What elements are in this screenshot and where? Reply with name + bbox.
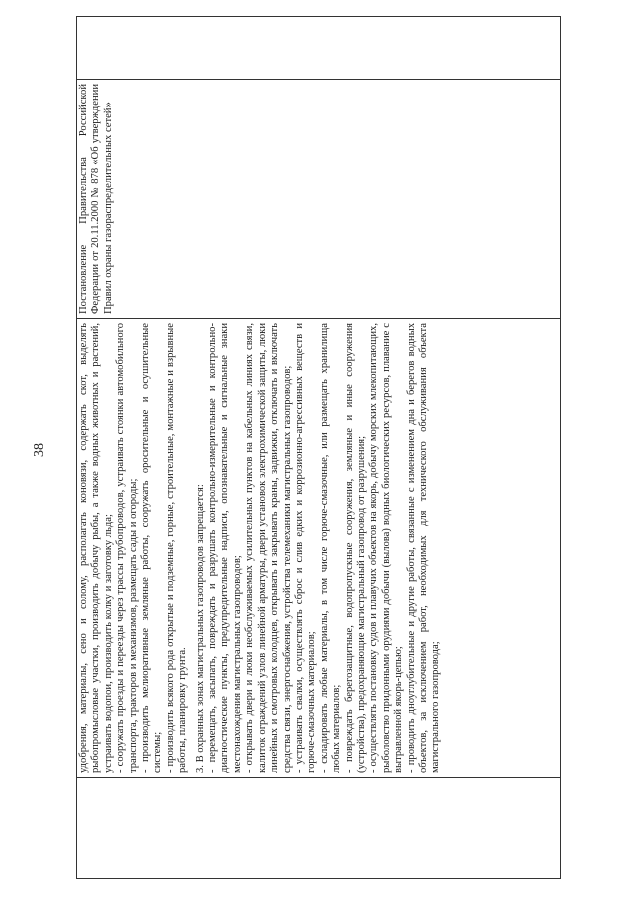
paragraph: - устраивать свалки, осуществлять сброс и слив едких и коррозионно-агрессивных веществ и горюче-смазочных материалов; [293,323,318,773]
empty-cell-left [77,778,561,879]
paragraph: - осуществлять постановку судов и плавучих объектов на якорь, добычу морских млекопитающих, рыболовство придонными орудиями добычи (вылова) водных биологических ресурсов, плавание с вытравленной якорь-цепью; [368,323,405,773]
rotated-page-content [76,53,561,879]
paragraph: - повреждать берегозащитные, водопропускные сооружения, земляные и иные сооружения (устройства), предохраняющие магистральный газопровод от разрушения; [343,323,367,773]
paragraph: - проводить дноуглубительные и другие работы, связанные с изменением дна и берегов водных объектов, за исключением работ, необходимых для технического обслуживания объекта магистрального газопровода; [405,323,442,773]
page-number: 38 [32,443,47,457]
restrictions-table [76,16,561,879]
paragraph: - открывать двери и люки необслуживаемых усилительных пунктов на кабельных линиях связи, калиток ограждений узлов линейной арматуры, двери установок электрохимической защиты, люки линейных и смотровых колодцев, открывать и закрывать краны, задвижки, отключать и включать средства связи, энергоснабжения, устройства телемеханики магистральных газопроводов; [244,323,293,773]
paragraph: - перемещать, засыпать, повреждать и разрушать контрольно-измерительные и контрольно-диагностические пункты, предупредительные надписи, опознавательные и сигнальные знаки местонахождения магистральных газопроводов; [207,323,243,773]
empty-cell-right [77,17,561,80]
legal-reference: Постановление Правительства Российской Федерации от 20.11.2000 № 878 «Об утверждении Правил охраны газораспределительных сетей» [78,84,114,314]
paragraph: - производить всякого рода открытые и подземные, горные, строительные, монтажные и взрывные работы, планировку грунта. [164,323,189,773]
paragraph: удобрения, материалы, сено и солому, располагать коновязи, содержать скот, выделять рыбопромысловые участки, производить добычу рыбы, а также водных животных и растений, устраивать водопои, производить колку и заготовку льда; [78,323,114,773]
paragraph: - складировать любые материалы, в том числе горюче-смазочные, или размещать хранилища любых материалов; [318,323,343,773]
paragraph: - сооружать проезды и переезды через трассы трубопроводов, устраивать стоянки автомобильного транспорта, тракторов и механизмов, размещать сады и огороды; [115,323,139,773]
legal-reference-cell [77,80,561,319]
paragraph: - производить мелиоративные земляные работы, сооружать оросительные и осушительные системы; [140,323,164,773]
section-heading: 3. В охранных зонах магистральных газопроводов запрещается: [194,484,206,773]
restrictions-text-cell [77,319,561,778]
